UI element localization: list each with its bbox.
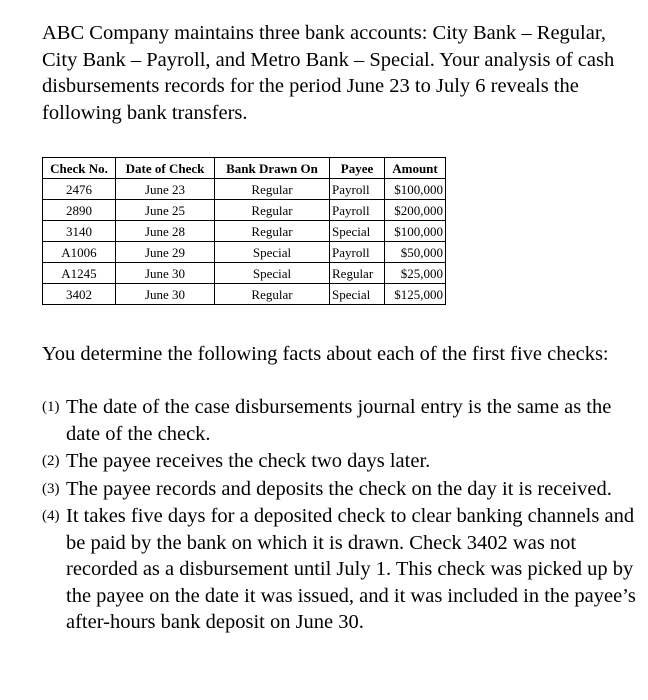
cell-check-no: 2476 [43,179,116,200]
cell-date: June 23 [116,179,215,200]
cell-payee: Special [330,284,385,305]
cell-amount: $100,000 [385,221,446,242]
fact-text: It takes five days for a deposited check to clear banking channels and be paid by the bank on which it is drawn. Check 3402 was not recorded as a disbursement until July 1. This check was picked up by the payee on the date it was issued, and it was included in the payee’s after-hours bank deposit on June 30. [66,505,636,633]
list-item [42,503,642,636]
fact-number: (1) [42,399,60,415]
cell-date: June 30 [116,263,215,284]
bank-transfers-table [42,157,446,305]
table-row [43,242,446,263]
table-row [43,221,446,242]
cell-payee: Payroll [330,242,385,263]
cell-amount: $200,000 [385,200,446,221]
cell-date: June 29 [116,242,215,263]
cell-amount: $25,000 [385,263,446,284]
cell-bank: Special [215,263,330,284]
fact-text: The payee records and deposits the check on the day it is received. [66,477,612,500]
cell-bank: Special [215,242,330,263]
cell-bank: Regular [215,284,330,305]
table-row [43,200,446,221]
fact-number: (2) [42,453,60,469]
fact-text: The date of the case disbursements journal entry is the same as the date of the check. [66,396,612,445]
list-item [42,476,642,503]
table-row [43,263,446,284]
cell-bank: Regular [215,221,330,242]
cell-payee: Payroll [330,179,385,200]
cell-date: June 28 [116,221,215,242]
cell-date: June 25 [116,200,215,221]
header-check-no: Check No. [43,158,116,179]
cell-check-no: 3140 [43,221,116,242]
cell-payee: Payroll [330,200,385,221]
fact-number: (3) [42,480,60,497]
cell-bank: Regular [215,179,330,200]
cell-check-no: A1006 [43,242,116,263]
table-header-row [43,158,446,179]
cell-amount: $125,000 [385,284,446,305]
cell-check-no: A1245 [43,263,116,284]
cell-payee: Special [330,221,385,242]
header-date-of-check: Date of Check [116,158,215,179]
fact-number: (4) [42,508,60,524]
cell-check-no: 3402 [43,284,116,305]
header-bank-drawn-on: Bank Drawn On [215,158,330,179]
cell-date: June 30 [116,284,215,305]
table-row [43,179,446,200]
list-item [42,448,642,475]
facts-list [42,394,642,637]
cell-payee: Regular [330,263,385,284]
cell-check-no: 2890 [43,200,116,221]
cell-amount: $50,000 [385,242,446,263]
header-payee: Payee [330,158,385,179]
table-row [43,284,446,305]
intro-paragraph: ABC Company maintains three bank accounts: City Bank – Regular, City Bank – Payroll, and Metro Bank – Special. Your analysis of cash disbursements records for the period June 23 to July 6 reveals the following bank transfers. [42,22,615,124]
list-item [42,394,642,447]
fact-text: The payee receives the check two days later. [66,450,431,472]
facts-intro: You determine the following facts about each of the first five checks: [42,343,609,365]
cell-bank: Regular [215,200,330,221]
header-amount: Amount [385,158,446,179]
cell-amount: $100,000 [385,179,446,200]
